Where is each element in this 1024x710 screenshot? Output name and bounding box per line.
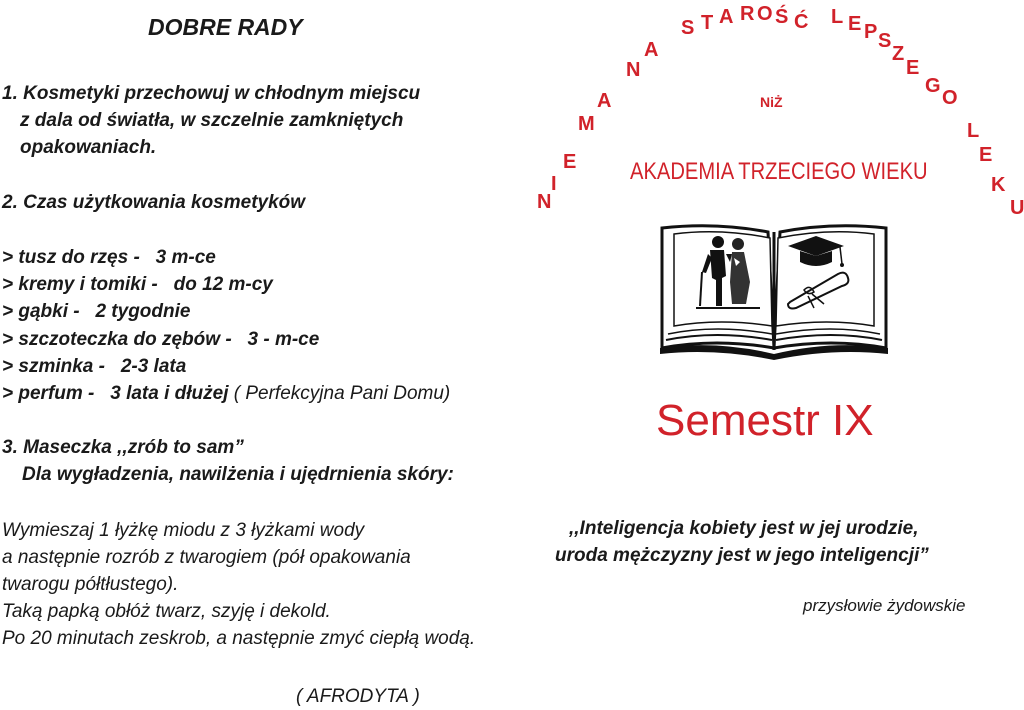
semester-label: Semestr IX	[656, 396, 874, 445]
item-value: 3 lata i dłużej	[110, 383, 229, 404]
item-value: 3 - m-ce	[247, 329, 320, 350]
item-name: > gąbki -	[2, 301, 80, 322]
item-value: 3 m-ce	[155, 247, 216, 268]
arc-letter: E	[979, 144, 993, 166]
arc-letter: G	[925, 75, 941, 97]
arc-letter: P	[864, 21, 878, 43]
item-value: 2 tygodnie	[95, 301, 191, 322]
arc-letter: K	[991, 174, 1006, 196]
arc-letter: L	[967, 120, 980, 142]
item-name: > szminka -	[2, 356, 105, 377]
recipe-line: a następnie rozrób z twarogiem (pół opakowania	[2, 547, 411, 568]
arc-letter: I	[551, 173, 557, 195]
section3-subtitle: Dla wygładzenia, nawilżenia i ujędrnienia skóry:	[22, 464, 454, 485]
section3-title: 3. Maseczka ,,zrób to sam”	[2, 437, 244, 458]
recipe-line: Wymieszaj 1 łyżkę miodu z 3 łyżkami wody	[2, 520, 365, 541]
section1-line2: z dala od światła, w szczelnie zamkniętych	[20, 110, 404, 131]
item-note: ( Perfekcyjna Pani Domu)	[228, 383, 451, 404]
arc-letter: E	[563, 151, 577, 173]
academy-name: AKADEMIA TRZECIEGO WIEKU	[630, 158, 928, 185]
item-name: > szczoteczka do zębów -	[2, 329, 232, 350]
arc-letter: N	[537, 191, 552, 213]
list-item	[2, 244, 216, 271]
arc-letter: S	[681, 17, 695, 39]
arc-letter: O	[757, 3, 773, 25]
recipe-line: Taką papką obłóż twarz, szyję i dekold.	[2, 601, 331, 622]
section1-line3: opakowaniach.	[20, 137, 157, 158]
item-value: 2-3 lata	[120, 356, 187, 377]
arc-letter: A	[719, 6, 734, 28]
signature: ( AFRODYTA )	[296, 686, 420, 707]
arc-letter: R	[740, 3, 755, 25]
arc-letter: O	[942, 87, 958, 109]
arc-letter: S	[878, 30, 892, 52]
section2-title: 2. Czas użytkowania kosmetyków	[2, 192, 306, 213]
quote-line-2: uroda mężczyzny jest w jego inteligencji”	[555, 545, 929, 566]
arc-letter: E	[906, 57, 920, 79]
arc-letter: N	[626, 59, 641, 81]
arc-letter: M	[578, 113, 595, 135]
left-title: DOBRE RADY	[148, 14, 303, 40]
elderly-couple-icon	[688, 232, 768, 312]
list-item	[2, 353, 186, 380]
item-name: > kremy i tomiki -	[2, 274, 158, 295]
recipe-line: twarogu półtłustego).	[2, 574, 179, 595]
arc-letter: T	[701, 12, 714, 34]
item-name: > tusz do rzęs -	[2, 247, 140, 268]
item-name: > perfum -	[2, 383, 95, 404]
list-item	[2, 298, 190, 325]
graduation-cap-icon	[784, 234, 848, 270]
list-item	[2, 380, 450, 407]
list-item	[2, 326, 319, 353]
section1-line1: 1. Kosmetyki przechowuj w chłodnym miejscu	[2, 83, 421, 104]
arc-letter: E	[848, 13, 862, 35]
recipe-line: Po 20 minutach zeskrob, a następnie zmyć ciepłą wodą.	[2, 628, 476, 649]
diploma-scroll-icon	[784, 268, 854, 310]
arc-letter: Z	[892, 43, 905, 65]
arc-letter: Ć	[794, 11, 809, 33]
arc-letter: Ś	[775, 6, 789, 28]
proverb-source: przysłowie żydowskie	[803, 596, 966, 615]
quote-line-1: ,,Inteligencja kobiety jest w jej urodzie,	[569, 518, 919, 539]
list-item	[2, 271, 273, 298]
arc-letter: A	[644, 39, 659, 61]
arc-letter: A	[597, 90, 612, 112]
item-value: do 12 m-cy	[173, 274, 273, 295]
arc-letter: L	[831, 6, 844, 28]
center-word: NiŻ	[760, 94, 783, 110]
arc-letter: U	[1010, 197, 1024, 219]
